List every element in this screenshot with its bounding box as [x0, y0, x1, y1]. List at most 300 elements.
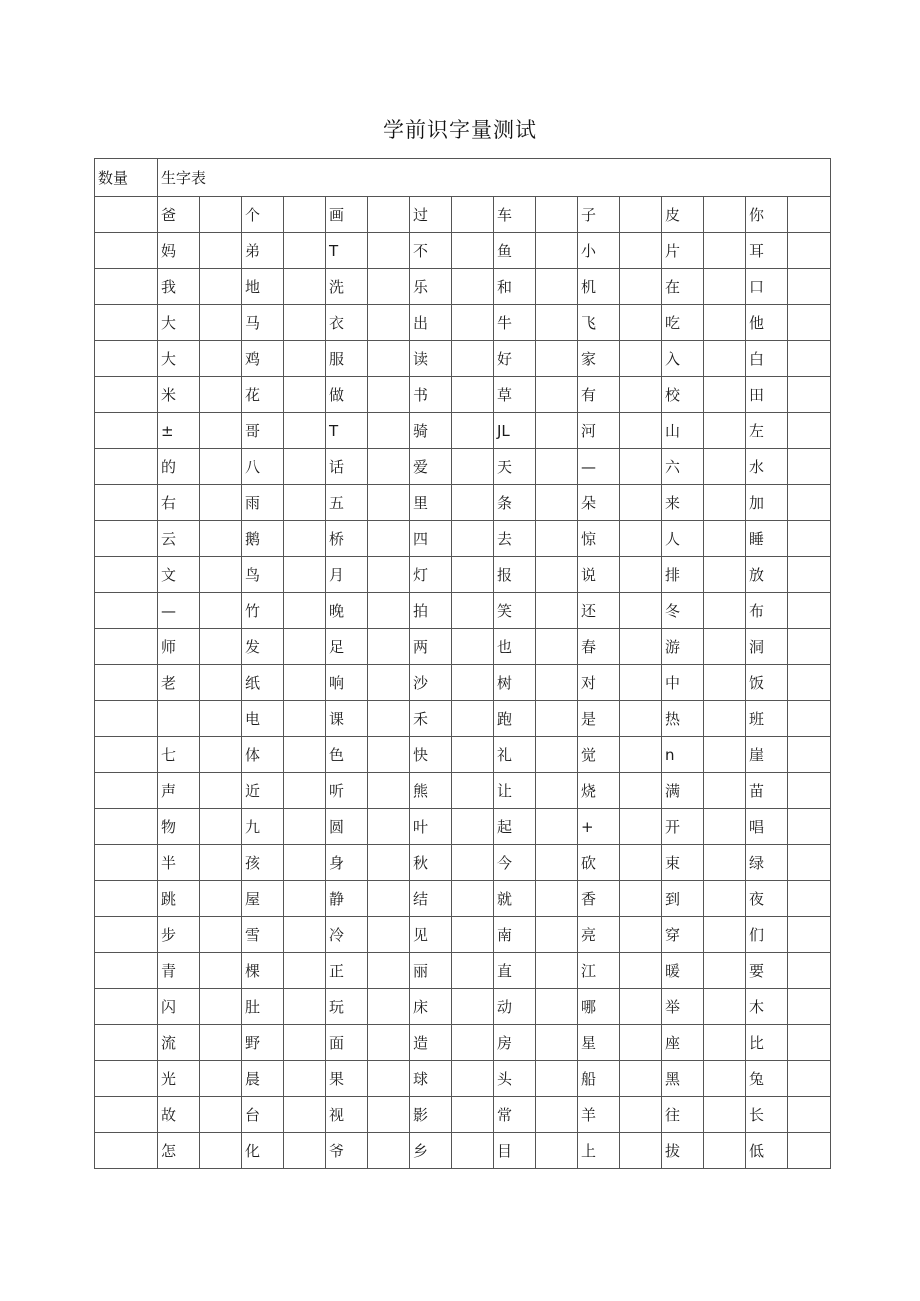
char-cell: 晚: [326, 593, 368, 629]
answer-cell: [368, 737, 410, 773]
char-cell: 亮: [578, 917, 620, 953]
char-cell: 棵: [242, 953, 284, 989]
answer-cell: [200, 1133, 242, 1169]
answer-cell: [620, 341, 662, 377]
count-cell: [95, 773, 158, 809]
char-cell: 云: [158, 521, 200, 557]
answer-cell: [284, 413, 326, 449]
char-cell: 还: [578, 593, 620, 629]
answer-cell: [284, 449, 326, 485]
answer-cell: [536, 413, 578, 449]
answer-cell: [788, 1097, 831, 1133]
answer-cell: [620, 773, 662, 809]
answer-cell: [452, 305, 494, 341]
answer-cell: [536, 449, 578, 485]
char-cell: 雨: [242, 485, 284, 521]
char-cell: 小: [578, 233, 620, 269]
char-cell: 头: [494, 1061, 536, 1097]
char-cell: 结: [410, 881, 452, 917]
table-row: [95, 845, 831, 881]
char-cell: 爷: [326, 1133, 368, 1169]
answer-cell: [368, 377, 410, 413]
answer-cell: [284, 809, 326, 845]
char-cell: 鱼: [494, 233, 536, 269]
table-row: [95, 449, 831, 485]
char-cell: 礼: [494, 737, 536, 773]
char-cell: 做: [326, 377, 368, 413]
answer-cell: [704, 953, 746, 989]
char-cell: 田: [746, 377, 788, 413]
table-row: [95, 989, 831, 1025]
answer-cell: [536, 233, 578, 269]
char-cell: 放: [746, 557, 788, 593]
answer-cell: [200, 269, 242, 305]
char-cell: 白: [746, 341, 788, 377]
answer-cell: [536, 809, 578, 845]
char-cell: 春: [578, 629, 620, 665]
answer-cell: [200, 989, 242, 1025]
char-cell: 让: [494, 773, 536, 809]
answer-cell: [788, 521, 831, 557]
answer-cell: [704, 233, 746, 269]
answer-cell: [284, 665, 326, 701]
answer-cell: [368, 269, 410, 305]
answer-cell: [200, 341, 242, 377]
char-cell: 黑: [662, 1061, 704, 1097]
char-cell: 你: [746, 197, 788, 233]
char-cell: 果: [326, 1061, 368, 1097]
char-cell: 惊: [578, 521, 620, 557]
char-cell: 校: [662, 377, 704, 413]
answer-cell: [788, 1061, 831, 1097]
answer-cell: [704, 1061, 746, 1097]
char-cell: 声: [158, 773, 200, 809]
char-cell: 上: [578, 1133, 620, 1169]
char-cell: 步: [158, 917, 200, 953]
answer-cell: [536, 485, 578, 521]
char-cell: 半: [158, 845, 200, 881]
count-cell: [95, 1097, 158, 1133]
count-cell: [95, 593, 158, 629]
char-cell: 夜: [746, 881, 788, 917]
answer-cell: [536, 737, 578, 773]
char-cell: 山: [662, 413, 704, 449]
answer-cell: [284, 917, 326, 953]
answer-cell: [452, 1061, 494, 1097]
answer-cell: [620, 269, 662, 305]
char-cell: 烧: [578, 773, 620, 809]
answer-cell: [704, 629, 746, 665]
answer-cell: [452, 917, 494, 953]
char-cell: 鸡: [242, 341, 284, 377]
answer-cell: [284, 593, 326, 629]
answer-cell: [284, 845, 326, 881]
char-cell: 话: [326, 449, 368, 485]
answer-cell: [368, 449, 410, 485]
char-cell: 在: [662, 269, 704, 305]
answer-cell: [536, 1061, 578, 1097]
char-cell: 暖: [662, 953, 704, 989]
char-cell: 人: [662, 521, 704, 557]
char-cell: 冬: [662, 593, 704, 629]
char-cell: 里: [410, 485, 452, 521]
char-cell: 苗: [746, 773, 788, 809]
char-cell: 羊: [578, 1097, 620, 1133]
char-cell: 绿: [746, 845, 788, 881]
answer-cell: [536, 773, 578, 809]
char-cell: 是: [578, 701, 620, 737]
char-cell: 青: [158, 953, 200, 989]
char-cell: 片: [662, 233, 704, 269]
count-cell: [95, 557, 158, 593]
char-cell: 雪: [242, 917, 284, 953]
answer-cell: [284, 1097, 326, 1133]
answer-cell: [284, 197, 326, 233]
char-cell: 河: [578, 413, 620, 449]
answer-cell: [536, 701, 578, 737]
count-cell: [95, 809, 158, 845]
char-cell: 拍: [410, 593, 452, 629]
answer-cell: [368, 1025, 410, 1061]
answer-cell: [704, 1133, 746, 1169]
char-cell: 妈: [158, 233, 200, 269]
char-cell: 竹: [242, 593, 284, 629]
char-cell: 流: [158, 1025, 200, 1061]
answer-cell: [620, 953, 662, 989]
answer-cell: [620, 809, 662, 845]
answer-cell: [200, 197, 242, 233]
char-cell: 造: [410, 1025, 452, 1061]
count-cell: [95, 701, 158, 737]
table-row: [95, 233, 831, 269]
char-cell: 两: [410, 629, 452, 665]
char-cell: 牛: [494, 305, 536, 341]
answer-cell: [200, 1097, 242, 1133]
char-cell: 听: [326, 773, 368, 809]
char-cell: 面: [326, 1025, 368, 1061]
char-cell: 满: [662, 773, 704, 809]
table-row: [95, 521, 831, 557]
char-cell: 八: [242, 449, 284, 485]
char-cell: 桥: [326, 521, 368, 557]
char-cell: 叶: [410, 809, 452, 845]
answer-cell: [284, 701, 326, 737]
answer-cell: [452, 557, 494, 593]
answer-cell: [536, 269, 578, 305]
char-cell: 也: [494, 629, 536, 665]
answer-cell: [704, 881, 746, 917]
char-cell: 我: [158, 269, 200, 305]
answer-cell: [368, 1133, 410, 1169]
answer-cell: [704, 593, 746, 629]
answer-cell: [620, 881, 662, 917]
char-cell: 见: [410, 917, 452, 953]
count-cell: [95, 1061, 158, 1097]
char-cell: 兔: [746, 1061, 788, 1097]
answer-cell: [788, 341, 831, 377]
answer-cell: [452, 629, 494, 665]
answer-cell: [788, 269, 831, 305]
answer-cell: [620, 557, 662, 593]
char-cell: 圆: [326, 809, 368, 845]
char-cell: 草: [494, 377, 536, 413]
answer-cell: [368, 917, 410, 953]
table-row: [95, 197, 831, 233]
char-cell: 左: [746, 413, 788, 449]
char-cell: 视: [326, 1097, 368, 1133]
char-cell: 地: [242, 269, 284, 305]
count-cell: [95, 917, 158, 953]
char-cell: [158, 701, 200, 737]
char-cell: 画: [326, 197, 368, 233]
answer-cell: [704, 413, 746, 449]
char-cell: 个: [242, 197, 284, 233]
char-cell: 说: [578, 557, 620, 593]
answer-cell: [284, 377, 326, 413]
char-cell: 水: [746, 449, 788, 485]
count-cell: [95, 1025, 158, 1061]
answer-cell: [704, 197, 746, 233]
literacy-table: [94, 158, 831, 1169]
char-cell: 怎: [158, 1133, 200, 1169]
count-cell: [95, 413, 158, 449]
answer-cell: [284, 521, 326, 557]
char-cell: 台: [242, 1097, 284, 1133]
answer-cell: [536, 341, 578, 377]
char-cell: 座: [662, 1025, 704, 1061]
char-cell: 响: [326, 665, 368, 701]
char-cell: 要: [746, 953, 788, 989]
answer-cell: [620, 845, 662, 881]
char-cell: 六: [662, 449, 704, 485]
count-cell: [95, 269, 158, 305]
char-cell: 木: [746, 989, 788, 1025]
answer-cell: [368, 665, 410, 701]
char-cell: 有: [578, 377, 620, 413]
table-row: [95, 485, 831, 521]
answer-cell: [368, 521, 410, 557]
answer-cell: [620, 413, 662, 449]
char-cell: 静: [326, 881, 368, 917]
count-cell: [95, 521, 158, 557]
char-cell: 床: [410, 989, 452, 1025]
count-cell: [95, 341, 158, 377]
char-cell: 直: [494, 953, 536, 989]
answer-cell: [452, 809, 494, 845]
answer-cell: [788, 593, 831, 629]
answer-cell: [200, 629, 242, 665]
answer-cell: [704, 269, 746, 305]
answer-cell: [200, 1025, 242, 1061]
answer-cell: [620, 1133, 662, 1169]
answer-cell: [620, 989, 662, 1025]
char-cell: 低: [746, 1133, 788, 1169]
char-cell: 七: [158, 737, 200, 773]
count-header: 数量: [95, 159, 158, 197]
answer-cell: [284, 1025, 326, 1061]
char-cell: 书: [410, 377, 452, 413]
char-cell: 纸: [242, 665, 284, 701]
char-cell: 足: [326, 629, 368, 665]
answer-cell: [788, 917, 831, 953]
char-cell: 对: [578, 665, 620, 701]
count-cell: [95, 953, 158, 989]
char-cell: JL: [494, 413, 536, 449]
answer-cell: [452, 953, 494, 989]
answer-cell: [620, 233, 662, 269]
char-cell: 化: [242, 1133, 284, 1169]
answer-cell: [536, 917, 578, 953]
answer-cell: [368, 701, 410, 737]
char-cell: T: [326, 413, 368, 449]
count-cell: [95, 197, 158, 233]
answer-cell: [368, 341, 410, 377]
answer-cell: [788, 485, 831, 521]
char-cell: 长: [746, 1097, 788, 1133]
char-cell: ±: [158, 413, 200, 449]
char-cell: 房: [494, 1025, 536, 1061]
table-row: [95, 629, 831, 665]
char-cell: 排: [662, 557, 704, 593]
char-cell: 他: [746, 305, 788, 341]
answer-cell: [788, 1025, 831, 1061]
char-cell: 开: [662, 809, 704, 845]
answer-cell: [704, 485, 746, 521]
answer-cell: [704, 1097, 746, 1133]
answer-cell: [452, 377, 494, 413]
char-cell: 禾: [410, 701, 452, 737]
char-cell: 常: [494, 1097, 536, 1133]
char-cell: 入: [662, 341, 704, 377]
answer-cell: [704, 737, 746, 773]
answer-cell: [200, 521, 242, 557]
answer-cell: [284, 341, 326, 377]
answer-cell: [200, 413, 242, 449]
answer-cell: [788, 665, 831, 701]
answer-cell: [368, 881, 410, 917]
count-cell: [95, 881, 158, 917]
answer-cell: [704, 773, 746, 809]
char-cell: 洗: [326, 269, 368, 305]
char-cell: 布: [746, 593, 788, 629]
answer-cell: [704, 845, 746, 881]
table-row: [95, 305, 831, 341]
table-row: [95, 377, 831, 413]
answer-cell: [536, 1133, 578, 1169]
answer-cell: [704, 521, 746, 557]
char-cell: 动: [494, 989, 536, 1025]
char-cell: 体: [242, 737, 284, 773]
answer-cell: [788, 557, 831, 593]
answer-cell: [368, 557, 410, 593]
answer-cell: [536, 521, 578, 557]
char-cell: 耳: [746, 233, 788, 269]
table-row: [95, 1133, 831, 1169]
answer-cell: [284, 953, 326, 989]
char-cell: 今: [494, 845, 536, 881]
answer-cell: [452, 665, 494, 701]
count-cell: [95, 845, 158, 881]
answer-cell: [368, 773, 410, 809]
answer-cell: [368, 1097, 410, 1133]
answer-cell: [452, 881, 494, 917]
answer-cell: [452, 449, 494, 485]
answer-cell: [788, 809, 831, 845]
char-cell: 服: [326, 341, 368, 377]
answer-cell: [704, 665, 746, 701]
answer-cell: [704, 305, 746, 341]
answer-cell: [200, 701, 242, 737]
answer-cell: [788, 197, 831, 233]
char-cell: 飞: [578, 305, 620, 341]
answer-cell: [788, 953, 831, 989]
char-cell: 肚: [242, 989, 284, 1025]
table-row: [95, 557, 831, 593]
count-cell: [95, 485, 158, 521]
char-cell: 不: [410, 233, 452, 269]
char-cell: 饭: [746, 665, 788, 701]
answer-cell: [536, 881, 578, 917]
answer-cell: [452, 1133, 494, 1169]
answer-cell: [452, 485, 494, 521]
answer-cell: [536, 1097, 578, 1133]
answer-cell: [620, 701, 662, 737]
char-cell: 就: [494, 881, 536, 917]
char-cell: 乡: [410, 1133, 452, 1169]
answer-cell: [620, 1097, 662, 1133]
char-cell: 唱: [746, 809, 788, 845]
char-cell: +: [578, 809, 620, 845]
answer-cell: [284, 233, 326, 269]
char-cell: 过: [410, 197, 452, 233]
answer-cell: [284, 485, 326, 521]
char-cell: 快: [410, 737, 452, 773]
count-cell: [95, 629, 158, 665]
answer-cell: [284, 737, 326, 773]
answer-cell: [788, 701, 831, 737]
answer-cell: [704, 377, 746, 413]
answer-cell: [788, 305, 831, 341]
count-cell: [95, 233, 158, 269]
table-row: [95, 1097, 831, 1133]
answer-cell: [620, 377, 662, 413]
answer-cell: [284, 629, 326, 665]
answer-cell: [536, 1025, 578, 1061]
answer-cell: [704, 1025, 746, 1061]
char-cell: 正: [326, 953, 368, 989]
page-title: 学前识字量测试: [383, 118, 537, 142]
char-cell: 身: [326, 845, 368, 881]
answer-cell: [284, 1133, 326, 1169]
char-cell: 来: [662, 485, 704, 521]
char-cell: 目: [494, 1133, 536, 1169]
char-cell: 报: [494, 557, 536, 593]
answer-cell: [704, 341, 746, 377]
char-cell: 皮: [662, 197, 704, 233]
char-cell: 电: [242, 701, 284, 737]
char-cell: 束: [662, 845, 704, 881]
table-row: [95, 953, 831, 989]
answer-cell: [536, 593, 578, 629]
answer-cell: [536, 557, 578, 593]
count-cell: [95, 1133, 158, 1169]
answer-cell: [284, 557, 326, 593]
count-cell: [95, 305, 158, 341]
char-cell: 米: [158, 377, 200, 413]
char-cell: 拔: [662, 1133, 704, 1169]
answer-cell: [788, 629, 831, 665]
char-cell: 老: [158, 665, 200, 701]
